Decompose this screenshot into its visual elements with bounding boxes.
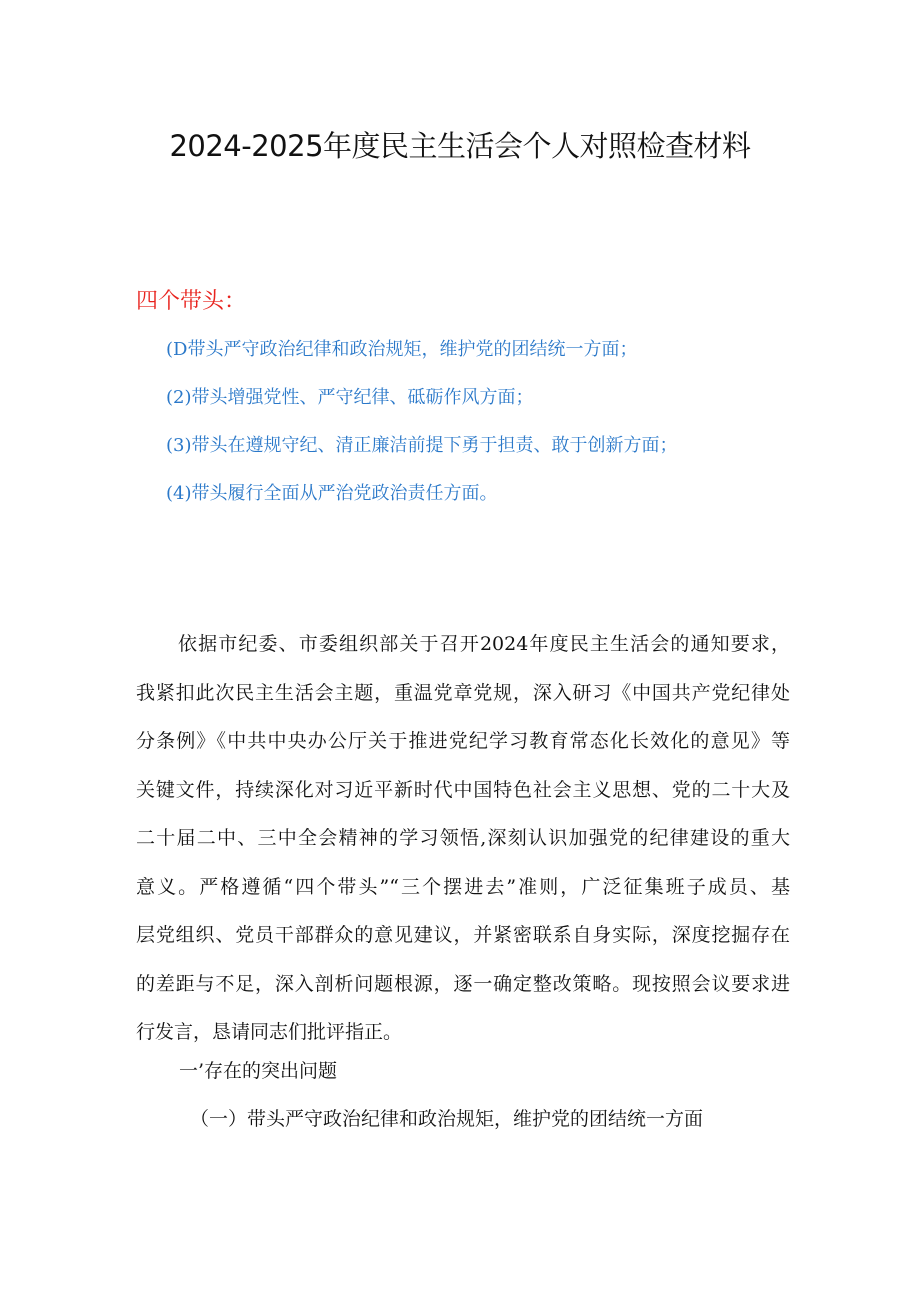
- paragraph-line: 分条例》《中共中央办公厅关于推进党纪学习教育常态化长效化的意见》等: [136, 730, 790, 752]
- paragraph-line: 我紧扣此次民主生活会主题，重温党章党规，深入研习《中国共产党纪律处: [136, 681, 790, 704]
- four-leads-heading: 四个带头：: [136, 289, 247, 314]
- paragraph-line: 的差距与不足，深入剖析问题根源，逐一确定整改策略。现按照会议要求进: [136, 972, 790, 995]
- four-leads-item: (4)带头履行全面从严治党政治责任方面。: [166, 483, 498, 504]
- document-title: 2024-2025年度民主生活会个人对照检查材料: [169, 129, 751, 163]
- four-leads-item: (2)带头增强党性、严守纪律、砥砺作风方面；: [166, 387, 534, 408]
- paragraph-line: 层党组织、党员干部群众的意见建议，并紧密联系自身实际，深度挖掘存在: [136, 924, 790, 946]
- intro-paragraph: [136, 620, 790, 1057]
- paragraph-line: 意义。严格遵循“四个带头”“三个摆进去”准则，广泛征集班子成员、基: [136, 875, 790, 898]
- paragraph-line: 二十届二中、三中全会精神的学习领悟,深刻认识加强党的纪律建设的重大: [136, 827, 790, 849]
- paragraph-line: 关键文件，持续深化对习近平新时代中国特色社会主义思想、党的二十大及: [136, 778, 790, 801]
- four-leads-item: (3)带头在遵规守纪、清正廉洁前提下勇于担责、敢于创新方面；: [166, 435, 678, 456]
- four-leads-item: (D带头严守政治纪律和政治规矩，维护党的团结统一方面；: [166, 339, 638, 360]
- paragraph-line: 行发言，恳请同志们批评指正。: [136, 1021, 403, 1043]
- paragraph-line: 依据市纪委、市委组织部关于召开2024年度民主生活会的通知要求，: [178, 633, 790, 655]
- subsection-heading: （一）带头严守政治纪律和政治规矩，维护党的团结统一方面: [190, 1108, 704, 1130]
- four-leads-list: [166, 336, 678, 528]
- section-heading: 一’存在的突出问题: [179, 1060, 338, 1082]
